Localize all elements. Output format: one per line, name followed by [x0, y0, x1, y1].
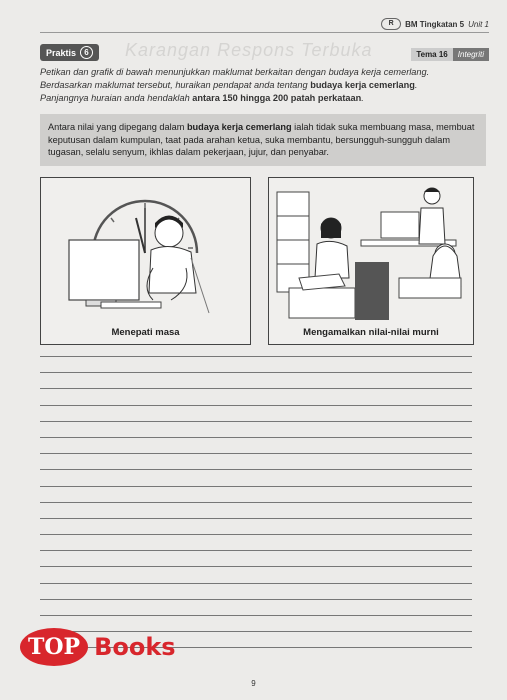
writing-line[interactable]	[40, 486, 472, 487]
writing-line[interactable]	[40, 421, 472, 422]
writing-line[interactable]	[40, 583, 472, 584]
caption-picture-2: Mengamalkan nilai-nilai murni	[303, 327, 439, 338]
publisher-logo-icon: R	[381, 18, 401, 30]
instruction-line-1: Petikan dan grafik di bawah menunjukkan maklumat berkaitan dengan budaya kerja cemerlang.	[40, 67, 430, 77]
praktis-label: Praktis	[46, 47, 77, 58]
punctual-illustration	[41, 178, 250, 344]
praktis-number: 6	[80, 46, 93, 59]
writing-line[interactable]	[40, 437, 472, 438]
tema-tag	[411, 48, 489, 61]
writing-line[interactable]	[40, 356, 472, 357]
writing-line[interactable]	[40, 534, 472, 535]
writing-line[interactable]	[40, 469, 472, 470]
instruction-line-2: Berdasarkan maklumat tersebut, huraikan pendapat anda tentang budaya kerja cemerlang.	[40, 80, 418, 90]
header-divider	[40, 32, 489, 33]
book-title: BM Tingkatan 5	[405, 19, 465, 29]
picture-good-values	[268, 177, 474, 345]
unit-label: Unit 1	[468, 19, 489, 29]
topbooks-logo-icon: TOP	[20, 628, 88, 666]
page-number: 9	[251, 679, 256, 688]
writing-line[interactable]	[40, 550, 472, 551]
instruction-line-3: Panjangnya huraian anda hendaklah antara 150 hingga 200 patah perkataan.	[40, 93, 364, 103]
writing-line[interactable]	[40, 518, 472, 519]
praktis-badge	[40, 44, 99, 61]
faded-section-title: Karangan Respons Terbuka	[125, 40, 373, 60]
writing-line[interactable]	[40, 566, 472, 567]
topbooks-text: Books	[94, 633, 176, 661]
writing-line[interactable]	[40, 599, 472, 600]
writing-line[interactable]	[40, 502, 472, 503]
passage-box: Antara nilai yang dipegang dalam budaya kerja cemerlang ialah tidak suka membuang masa, membuat keputusan dalam kumpulan, taat pada arahan ketua, suka membantu, bersungguh-sungguh dalam tugasan, selalu senyum, ikhlas dalam pekerjaan, jujur, dan penyabar.	[40, 114, 486, 166]
instructions	[40, 66, 480, 105]
writing-lines[interactable]	[40, 356, 472, 664]
office-illustration	[269, 178, 473, 344]
writing-line[interactable]	[40, 615, 472, 616]
caption-picture-1: Menepati masa	[111, 327, 180, 338]
writing-line[interactable]	[40, 405, 472, 406]
writing-line[interactable]	[40, 372, 472, 373]
writing-line[interactable]	[40, 453, 472, 454]
page-header	[381, 18, 489, 30]
topbooks-watermark	[20, 628, 176, 666]
tema-label: Tema 16	[411, 48, 452, 61]
writing-line[interactable]	[40, 388, 472, 389]
picture-punctual	[40, 177, 251, 345]
tema-subject: Integriti	[453, 48, 489, 61]
